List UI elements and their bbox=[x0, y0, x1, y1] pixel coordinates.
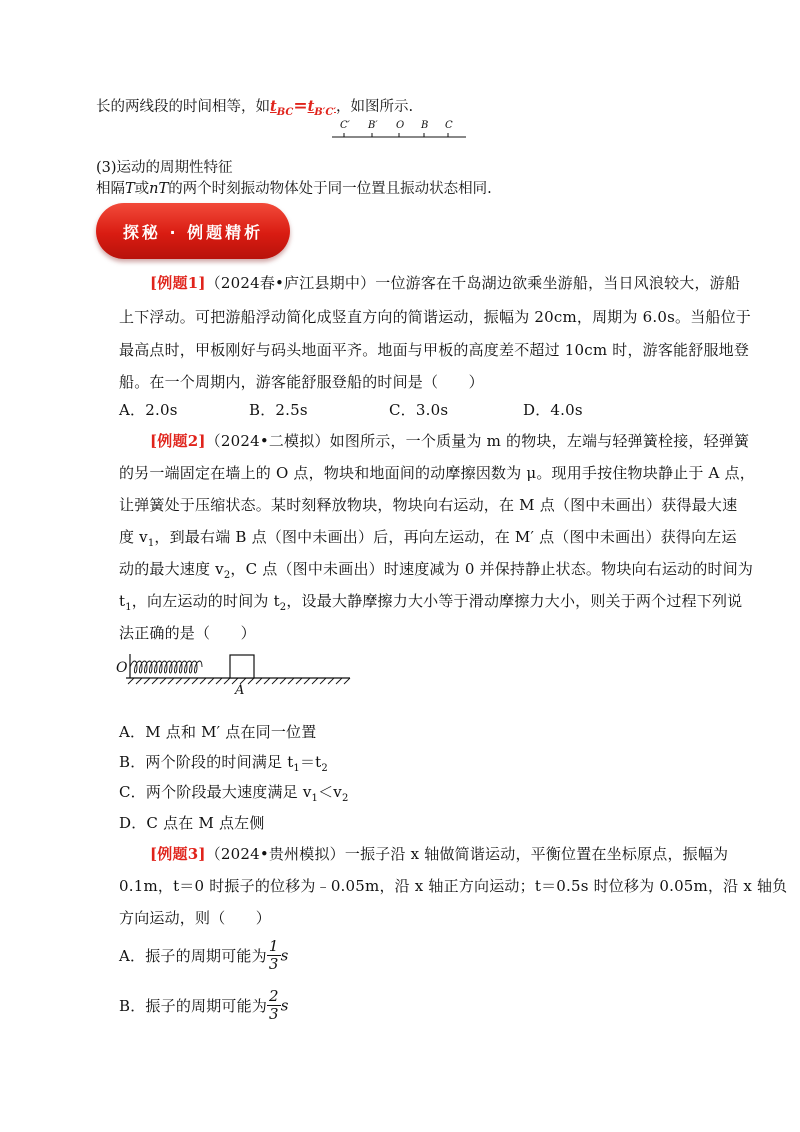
axis-line bbox=[332, 130, 466, 140]
ex1-line-3: 最高点时，甲板刚好与码头地面平齐。地面与甲板的高度差不超过 10cm 时，游客能舒服地登 bbox=[119, 341, 750, 359]
ex2-line-5: 动的最大速度 $v_2$，C 点（图中未画出）时速度减为 0 并保持静止状态。物块向右运动的时间为 bbox=[119, 560, 754, 581]
ex2-line-7: 法正确的是（ ） bbox=[119, 624, 256, 642]
ex1-line-4: 船。在一个周期内，游客能舒服登船的时间是（ ） bbox=[119, 373, 484, 391]
spring-drawing bbox=[112, 650, 357, 686]
ex3-option-b-fraction: $\frac{2}{3}$ bbox=[269, 987, 279, 1023]
axis-figure bbox=[332, 118, 466, 142]
label-b: B bbox=[421, 120, 429, 131]
ex3-tag: [例题3] bbox=[150, 845, 206, 863]
banner-label: 探秘 · 例题精析 bbox=[122, 223, 264, 242]
ex2-line-1: [例题2]（2024•二模拟）如图所示，一个质量为 m 的物块，左端与轻弹簧栓接，轻弹簧 bbox=[150, 432, 750, 450]
ex1-option-d: D．4.0s bbox=[523, 401, 583, 419]
section-banner bbox=[96, 203, 290, 259]
ex1-line-1: [例题1]（2024春•庐江县期中）一位游客在千岛湖边欲乘坐游船，当日风浪较大，游船 bbox=[150, 274, 741, 292]
ex2-option-a: A．M 点和 M′ 点在同一位置 bbox=[119, 723, 317, 741]
ex3-option-a: A．振子的周期可能为 $\frac{1}{3}$ s bbox=[119, 937, 289, 973]
ex2-tag: [例题2] bbox=[150, 432, 206, 450]
ex3-line-1: [例题3]（2024•贵州模拟）一振子沿 x 轴做简谐运动，平衡位置在坐标原点，振幅为 bbox=[150, 845, 729, 863]
label-c-prime: C′ bbox=[340, 120, 350, 131]
ex3-option-b: B．振子的周期可能为 $\frac{2}{3}$ s bbox=[119, 987, 289, 1023]
label-o: O bbox=[396, 120, 405, 131]
ex1-line-2: 上下浮动。可把游船浮动简化成竖直方向的简谐运动，振幅为 20cm，周期为 6.0s。当船位于 bbox=[119, 308, 752, 326]
top-line-prefix: 长的两线段的时间相等，如 bbox=[96, 99, 270, 115]
label-a: A bbox=[235, 683, 245, 698]
ex2-option-d: D．C 点在 M 点左侧 bbox=[119, 814, 265, 832]
ex3-line-2: 0.1m，t＝0 时振子的位移为﹣0.05m，沿 x 轴正方向运动；t＝0.5s 时位移为 0.05m，沿 x 轴负 bbox=[119, 877, 788, 895]
ex2-line-3: 让弹簧处于压缩状态。某时刻释放物块，物块向右运动，在 M 点（图中未画出）获得最大速 bbox=[119, 496, 738, 514]
spring-figure bbox=[112, 650, 357, 700]
ex2-option-b: B．两个阶段的时间满足 $t_1=t_2$ bbox=[119, 753, 328, 774]
ex2-line-6: $t_1$，向左运动的时间为 $t_2$，设最大静摩擦力大小等于滑动摩擦力大小，则关于两个过程下列说 bbox=[119, 592, 743, 613]
formula-eq: = bbox=[293, 96, 308, 116]
ex2-line-4: 度 $v_1$，到最右端 B 点（图中未画出）后，再向左运动，在 M′ 点（图中未画出）获得向左运 bbox=[119, 528, 737, 549]
formula-right: $t_{B'C'}$ bbox=[307, 98, 336, 118]
label-o-wall: O bbox=[116, 660, 128, 676]
formula-left: $t_{BC}$ bbox=[270, 98, 294, 118]
label-c: C bbox=[445, 120, 453, 131]
ex1-tag: [例题1] bbox=[150, 274, 206, 292]
section-3-body: 相隔T或nT的两个时刻振动物体处于同一位置且振动状态相同. bbox=[96, 181, 492, 197]
ex1-option-a: A．2.0s bbox=[119, 401, 178, 419]
ex1-option-c: C．3.0s bbox=[389, 401, 449, 419]
top-line bbox=[96, 95, 413, 118]
ex2-option-c: C．两个阶段最大速度满足 $v_1<v_2$ bbox=[119, 783, 349, 804]
ex3-line-3: 方向运动，则（ ） bbox=[119, 909, 272, 927]
section-3-heading: (3)运动的周期性特征 bbox=[96, 160, 233, 176]
label-b-prime: B′ bbox=[368, 120, 378, 131]
ex1-option-b: B．2.5s bbox=[249, 401, 308, 419]
top-line-suffix: ，如图所示. bbox=[335, 99, 414, 115]
ex2-line-2: 的另一端固定在墙上的 O 点，物块和地面间的动摩擦因数为 μ。现用手按住物块静止于 A 点， bbox=[119, 464, 755, 482]
ex3-option-a-fraction: $\frac{1}{3}$ bbox=[268, 937, 279, 973]
